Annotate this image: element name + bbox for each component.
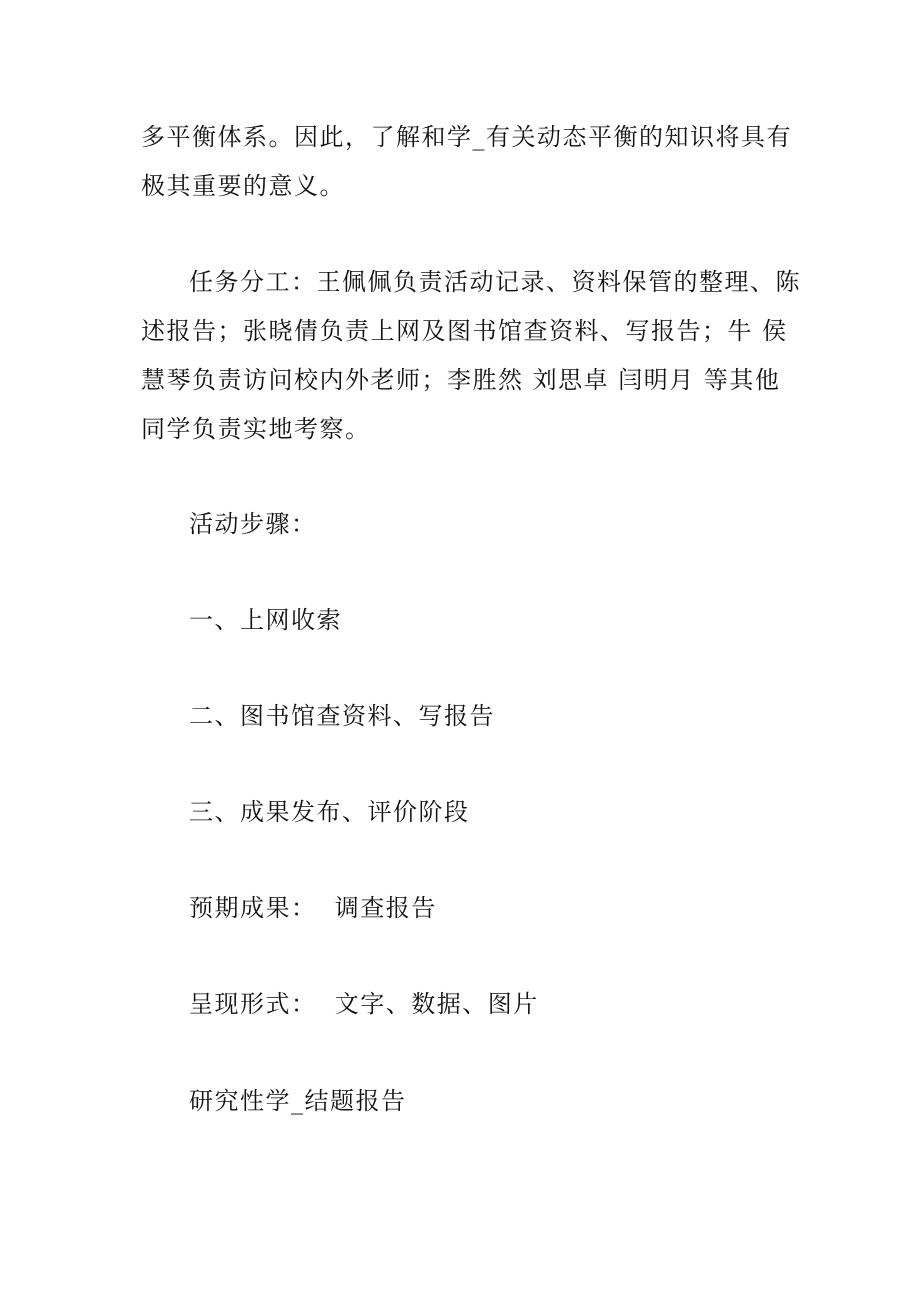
text-line: 慧琴负责访问校内外老师；李胜然 刘思卓 闫明月 等其他 (141, 366, 781, 394)
step-item-1: 一、上网收索 (189, 606, 342, 634)
expected-result: 预期成果： 调查报告 (189, 894, 437, 922)
text-line: 同学负责实地考察。 (141, 415, 371, 443)
presentation-form: 呈现形式： 文字、数据、图片 (189, 990, 539, 1018)
text-line: 多平衡体系。因此，了解和学_有关动态平衡的知识将具有 (141, 123, 792, 151)
paragraph-task-division (141, 258, 801, 454)
report-title: 研究性学_结题报告 (189, 1087, 407, 1115)
text-line: 极其重要的意义。 (141, 172, 345, 200)
paragraph-significance (141, 113, 792, 211)
text-line: 任务分工：王佩佩负责活动记录、资料保管的整理、陈 (189, 268, 801, 296)
steps-heading: 活动步骤： (189, 510, 317, 538)
step-item-3: 三、成果发布、评价阶段 (189, 798, 470, 826)
step-item-2: 二、图书馆查资料、写报告 (189, 702, 495, 730)
text-line: 述报告；张晓倩负责上网及图书馆查资料、写报告；牛 侯 (141, 317, 788, 345)
